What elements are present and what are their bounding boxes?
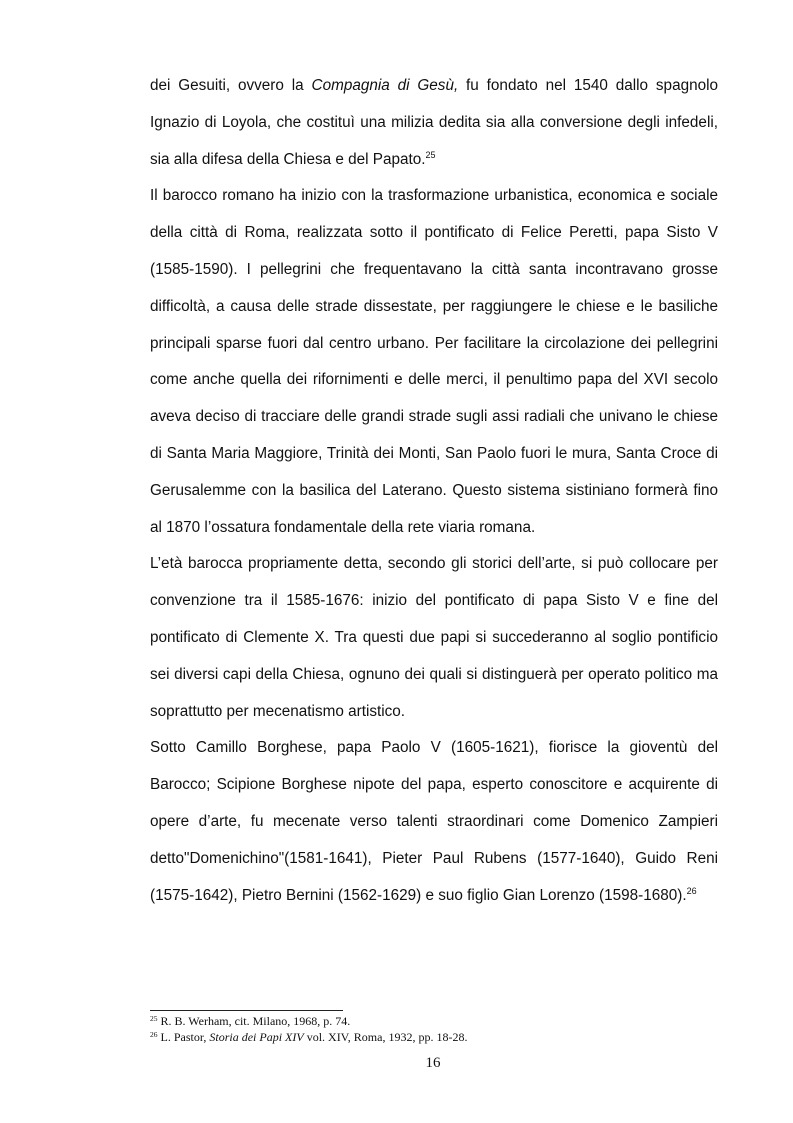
footnote-italic-title: Storia dei Papi XIV xyxy=(209,1029,304,1044)
footnote-divider xyxy=(150,1010,343,1011)
paragraph-text: Sotto Camillo Borghese, papa Paolo V (1605-1621), fiorisce la gioventù del Barocco; Scipione Borghese nipote del papa, esperto conoscitore e acquirente di opere d’arte, fu mecenate verso talenti straordinari come Domenico Zampieri detto"Domenichino"(1581-1641), Pieter Paul Rubens (1577-1640), Guido Reni (1575-1642), Pietro Bernini (1562-1629) e suo figlio Gian Lorenzo (1598-1680). xyxy=(150,739,718,904)
paragraph-roman-baroque: Il barocco romano ha inizio con la trasformazione urbanistica, economica e sociale della città di Roma, realizzata sotto il pontificato di Felice Peretti, papa Sisto V (1585-1590). I pellegrini che frequentavano la città santa incontravano grosse difficoltà, a causa delle strade dissestate, per raggiungere le chiese e le basiliche principali sparse fuori dal centro urbano. Per facilitare la circolazione dei pellegrini come anche quella dei rifornimenti e delle merci, il penultimo papa del XVI secolo aveva deciso di tracciare delle grandi strade sugli assi radiali che univano le chiese di Santa Maria Maggiore, Trinità dei Monti, San Paolo fuori le mura, Santa Croce di Gerusalemme con la basilica del Laterano. Questo sistema sistiniano formerà fino al 1870 l’ossatura fondamentale della rete viaria romana. xyxy=(150,187,718,536)
italic-title: Compagnia di Gesù, xyxy=(311,77,459,94)
page-number: 16 xyxy=(425,1055,441,1071)
paragraph-baroque-age: L’età barocca propriamente detta, secondo gli storici dell’arte, si può collocare per convenzione tra il 1585-1676: inizio del pontificato di papa Sisto V e fine del pontificato di Clemente X. Tra questi due papi si succederanno al soglio pontificio sei diversi capi della Chiesa, ognuno dei quali si distinguerà per operato politico ma soprattutto per mecenatismo artistico. xyxy=(150,555,718,720)
paragraph-text: fu fondato nel 1540 dallo spagnolo Ignazio di Loyola, che costituì una milizia dedita sia alla conversione degli infedeli, sia alla difesa della Chiesa e del Papato. xyxy=(150,77,718,168)
footnote-text: R. B. Werham, cit. Milano, 1968, p. 74. xyxy=(157,1014,351,1028)
footnote-reference[interactable]: 26 xyxy=(686,885,697,896)
footnote-item xyxy=(150,1014,718,1030)
footnote-text: L. Pastor, xyxy=(157,1029,210,1044)
footnote-item xyxy=(150,1030,718,1046)
footnote-text: vol. XIV, Roma, 1932, pp. 18-28. xyxy=(303,1029,468,1044)
footnote-number: 26 xyxy=(150,1029,158,1039)
paragraph-jesuits xyxy=(150,68,718,178)
footnotes xyxy=(150,1014,718,1045)
footnote-reference[interactable]: 25 xyxy=(425,149,436,160)
footnote-number: 25 xyxy=(150,1014,158,1023)
body-text xyxy=(150,68,718,914)
paragraph-text: dei Gesuiti, ovvero la xyxy=(150,77,312,94)
paragraph-borghese xyxy=(150,730,718,914)
